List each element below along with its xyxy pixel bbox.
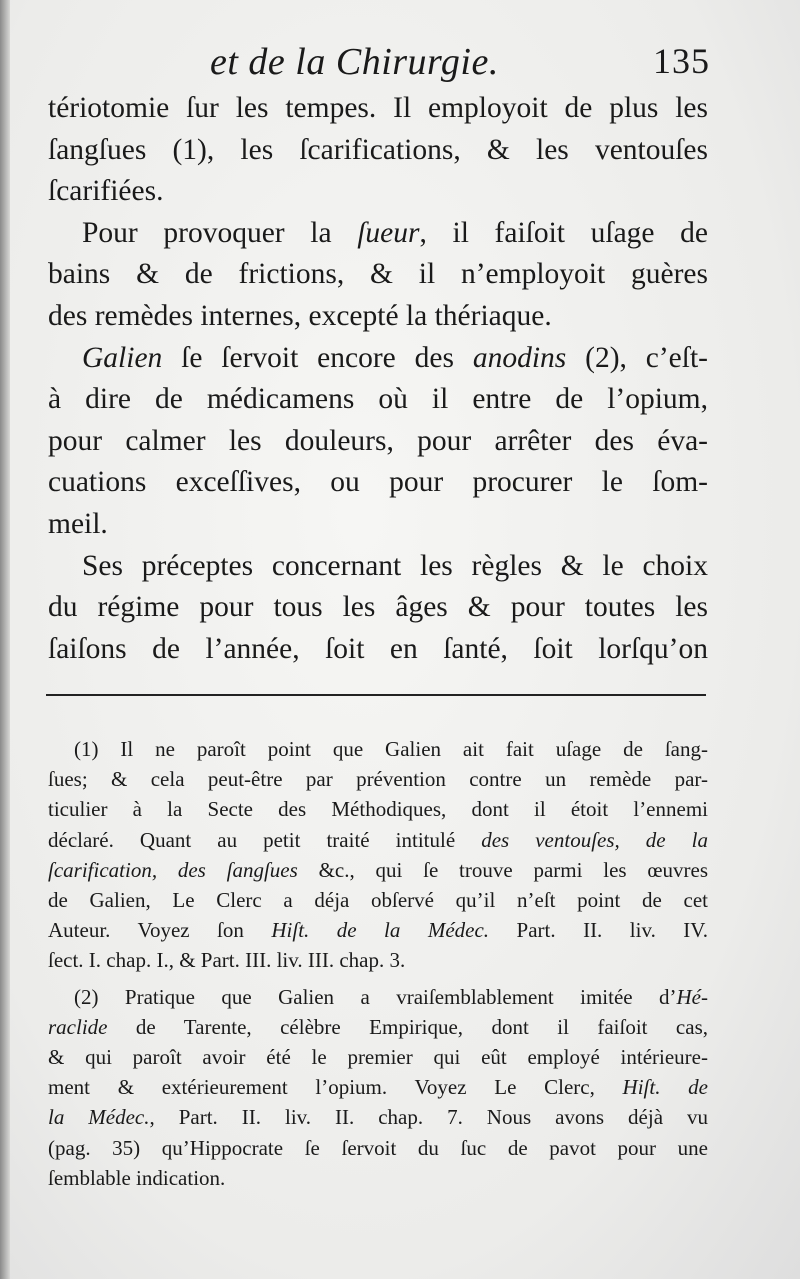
footnote-line: ſect. I. chap. I., & Part. III. liv. III. chap. 3. [48, 948, 406, 973]
footnote-line: (1) Il ne paroît point que Galien ait fait uſage de ſang- [74, 737, 708, 761]
text-line: meil. [48, 507, 108, 540]
text-line: pour calmer les douleurs, pour arrêter des éva- [48, 424, 708, 457]
footnote-line: ſues; & cela peut-être par prévention contre un remède par- [48, 767, 708, 792]
text-line: à dire de médicamens où il entre de l’opium, [48, 383, 708, 416]
main-text [48, 88, 708, 670]
page-number: 135 [653, 41, 710, 81]
footnote-line: ticulier à la Secte des Méthodiques, dont il étoit l’ennemi [48, 797, 708, 822]
footnote-line: déclaré. Quant au petit traité intitulé des ventouſes, de la [48, 827, 708, 852]
footnote-line: Auteur. Voyez ſon Hiſt. de la Médec. Part. II. liv. IV. [48, 918, 709, 943]
footnote-line: (2) Pratique que Galien a vraiſemblablement imitée d’Hé- [74, 984, 708, 1009]
footnote-line: (pag. 35) qu’Hippocrate ſe ſervoit du ſuc de pavot pour une [48, 1135, 708, 1160]
footnote-1 [48, 734, 708, 976]
text-line: ſangſues (1), les ſcarifications, & les ventouſes [48, 133, 708, 166]
text-line: Pour provoquer la ſueur, il faiſoit uſage de [82, 216, 709, 249]
text-line: du régime pour tous les âges & pour toutes les [48, 591, 708, 624]
footnote-line: ment & extérieurement l’opium. Voyez Le Clerc, Hiſt. de [48, 1075, 708, 1100]
text-line: ſcarifiées. [48, 175, 164, 208]
text-line: Galien ſe ſervoit encore des anodins (2), c’eſt- [82, 341, 708, 374]
text-line: ſaiſons de l’année, ſoit en ſanté, ſoit lorſqu’on [48, 632, 708, 665]
footnote-line: ſcarification, des ſangſues &c., qui ſe trouve parmi les œuvres [48, 857, 708, 882]
footnote-line: de Galien, Le Clerc a déja obſervé qu’il n’eſt point de cet [48, 888, 708, 913]
footnote-line: la Médec., Part. II. liv. II. chap. 7. Nous avons déjà vu [48, 1105, 708, 1130]
text-line: tériotomie ſur les tempes. Il employoit de plus les [48, 92, 708, 124]
footnotes [48, 734, 708, 1193]
text-line: cuations exceſſives, ou pour procurer le ſom- [48, 466, 708, 499]
footnote-line: & qui paroît avoir été le premier qui eût employé intérieure- [48, 1045, 708, 1070]
footnote-line: raclide de Tarente, célèbre Empirique, dont il faiſoit cas, [48, 1014, 708, 1039]
footnote-2 [48, 982, 708, 1193]
text-line: des remèdes internes, excepté la thériaque. [48, 299, 552, 332]
text-line: bains & de frictions, & il n’employoit guères [48, 258, 708, 291]
text-line: Ses préceptes concernant les règles & le choix [82, 549, 708, 582]
page-gutter-shadow [0, 0, 10, 1279]
footnote-rule [46, 694, 706, 696]
running-title: et de la Chirurgie. [210, 41, 499, 83]
footnote-line: ſemblable indication. [48, 1165, 226, 1190]
page-header [48, 38, 708, 88]
